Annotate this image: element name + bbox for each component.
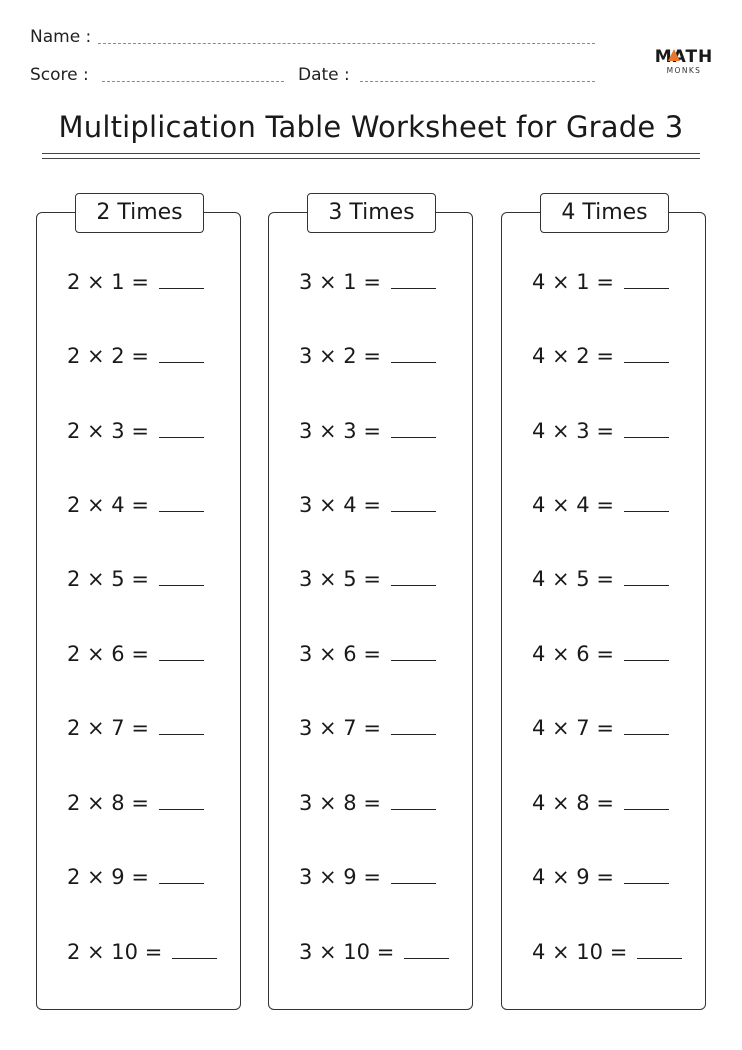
answer-blank[interactable] bbox=[391, 343, 436, 363]
problem-text: 4 × 4 = bbox=[532, 493, 614, 517]
problem-row bbox=[532, 267, 669, 297]
problem-text: 4 × 10 = bbox=[532, 940, 628, 964]
column-heading: 4 Times bbox=[540, 193, 669, 233]
answer-blank[interactable] bbox=[624, 343, 669, 363]
column-heading: 3 Times bbox=[307, 193, 436, 233]
problem-text: 2 × 4 = bbox=[67, 493, 149, 517]
answer-blank[interactable] bbox=[391, 492, 436, 512]
math-monks-logo bbox=[652, 48, 716, 76]
problem-row bbox=[532, 639, 669, 669]
answer-blank[interactable] bbox=[159, 641, 204, 661]
problem-text: 3 × 1 = bbox=[299, 270, 381, 294]
problem-text: 4 × 7 = bbox=[532, 716, 614, 740]
problem-row bbox=[67, 490, 204, 520]
logo-wordmark: MATH bbox=[654, 47, 714, 67]
name-label: Name : bbox=[30, 27, 92, 47]
answer-blank[interactable] bbox=[391, 418, 436, 438]
problem-text: 2 × 3 = bbox=[67, 419, 149, 443]
problem-text: 2 × 5 = bbox=[67, 567, 149, 591]
problem-text: 3 × 4 = bbox=[299, 493, 381, 517]
problem-row bbox=[299, 490, 436, 520]
problem-text: 3 × 8 = bbox=[299, 791, 381, 815]
answer-blank[interactable] bbox=[391, 715, 436, 735]
problem-row bbox=[67, 267, 204, 297]
problem-row bbox=[299, 341, 436, 371]
problem-row bbox=[532, 862, 669, 892]
answer-blank[interactable] bbox=[391, 641, 436, 661]
problem-text: 4 × 9 = bbox=[532, 865, 614, 889]
problem-row bbox=[532, 937, 682, 967]
problem-row bbox=[532, 713, 669, 743]
answer-blank[interactable] bbox=[624, 790, 669, 810]
problem-row bbox=[67, 862, 204, 892]
answer-blank[interactable] bbox=[624, 864, 669, 884]
logo-triangle-icon bbox=[668, 49, 680, 61]
answer-blank[interactable] bbox=[159, 269, 204, 289]
date-label: Date : bbox=[298, 65, 350, 85]
title-divider-top bbox=[42, 153, 700, 154]
answer-blank[interactable] bbox=[624, 269, 669, 289]
problem-text: 2 × 1 = bbox=[67, 270, 149, 294]
problem-row bbox=[299, 416, 436, 446]
problem-text: 2 × 2 = bbox=[67, 344, 149, 368]
name-field[interactable] bbox=[98, 43, 595, 44]
problem-row bbox=[299, 788, 436, 818]
answer-blank[interactable] bbox=[391, 269, 436, 289]
problem-row bbox=[299, 267, 436, 297]
answer-blank[interactable] bbox=[159, 492, 204, 512]
problem-row bbox=[67, 713, 204, 743]
problem-text: 2 × 7 = bbox=[67, 716, 149, 740]
problem-text: 3 × 10 = bbox=[299, 940, 395, 964]
problem-text: 2 × 6 = bbox=[67, 642, 149, 666]
answer-blank[interactable] bbox=[624, 418, 669, 438]
problem-row bbox=[532, 341, 669, 371]
answer-blank[interactable] bbox=[159, 715, 204, 735]
answer-blank[interactable] bbox=[624, 715, 669, 735]
problem-row bbox=[532, 416, 669, 446]
problem-text: 3 × 9 = bbox=[299, 865, 381, 889]
score-field[interactable] bbox=[102, 81, 284, 82]
problem-row bbox=[67, 788, 204, 818]
problem-text: 2 × 10 = bbox=[67, 940, 163, 964]
problem-text: 4 × 6 = bbox=[532, 642, 614, 666]
title-divider-bottom bbox=[42, 158, 700, 159]
score-label: Score : bbox=[30, 65, 89, 85]
answer-blank[interactable] bbox=[404, 939, 449, 959]
problem-text: 3 × 7 = bbox=[299, 716, 381, 740]
problem-row bbox=[67, 564, 204, 594]
answer-blank[interactable] bbox=[159, 343, 204, 363]
answer-blank[interactable] bbox=[624, 641, 669, 661]
answer-blank[interactable] bbox=[159, 790, 204, 810]
problem-text: 3 × 3 = bbox=[299, 419, 381, 443]
problem-text: 3 × 2 = bbox=[299, 344, 381, 368]
answer-blank[interactable] bbox=[391, 566, 436, 586]
times-table-column bbox=[268, 200, 473, 1010]
answer-blank[interactable] bbox=[391, 790, 436, 810]
answer-blank[interactable] bbox=[159, 864, 204, 884]
problem-text: 2 × 8 = bbox=[67, 791, 149, 815]
problem-row bbox=[299, 862, 436, 892]
times-table-column bbox=[36, 200, 241, 1010]
column-heading: 2 Times bbox=[75, 193, 204, 233]
problem-row bbox=[299, 639, 436, 669]
problem-text: 3 × 5 = bbox=[299, 567, 381, 591]
problem-text: 3 × 6 = bbox=[299, 642, 381, 666]
answer-blank[interactable] bbox=[159, 418, 204, 438]
times-table-column bbox=[501, 200, 706, 1010]
problem-text: 4 × 3 = bbox=[532, 419, 614, 443]
problem-row bbox=[67, 341, 204, 371]
page-title: Multiplication Table Worksheet for Grade 3 bbox=[58, 110, 684, 144]
problem-row bbox=[67, 937, 217, 967]
problem-row bbox=[299, 937, 449, 967]
problem-text: 4 × 5 = bbox=[532, 567, 614, 591]
logo-subtitle: MONKS bbox=[666, 66, 702, 75]
answer-blank[interactable] bbox=[624, 566, 669, 586]
problem-row bbox=[532, 788, 669, 818]
date-field[interactable] bbox=[360, 81, 595, 82]
answer-blank[interactable] bbox=[624, 492, 669, 512]
problem-text: 2 × 9 = bbox=[67, 865, 149, 889]
problem-row bbox=[67, 416, 204, 446]
problem-row bbox=[532, 490, 669, 520]
problem-row bbox=[299, 713, 436, 743]
problem-text: 4 × 2 = bbox=[532, 344, 614, 368]
problem-row bbox=[532, 564, 669, 594]
answer-blank[interactable] bbox=[391, 864, 436, 884]
problem-text: 4 × 1 = bbox=[532, 270, 614, 294]
answer-blank[interactable] bbox=[159, 566, 204, 586]
problem-row bbox=[299, 564, 436, 594]
answer-blank[interactable] bbox=[172, 939, 217, 959]
problem-row bbox=[67, 639, 204, 669]
problem-text: 4 × 8 = bbox=[532, 791, 614, 815]
answer-blank[interactable] bbox=[637, 939, 682, 959]
